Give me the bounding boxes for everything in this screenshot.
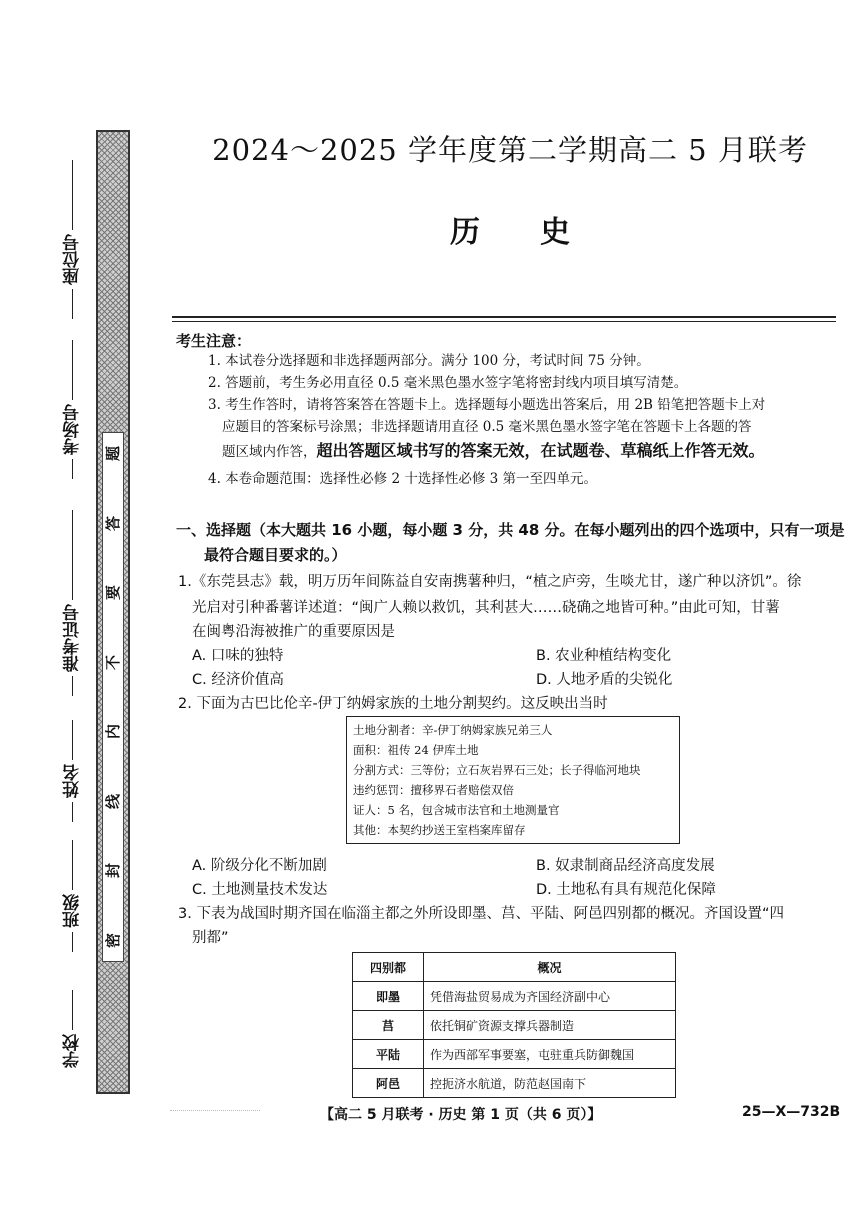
q2-option-d[interactable]: D. 土地私有具有规范化保障 <box>536 882 716 898</box>
table-header: 概况 <box>424 953 676 982</box>
seal-char: 内 <box>104 724 123 740</box>
four-capitals-table <box>352 952 676 1098</box>
name-label: 姓名 <box>62 764 83 798</box>
table-row <box>353 982 676 1011</box>
table-cell: 阿邑 <box>353 1069 424 1098</box>
notice-item: 1. 本试卷分选择题和非选择题两部分。满分 100 分，考试时间 75 分钟。 <box>208 353 650 369</box>
table-cell: 控扼济水航道，防范赵国南下 <box>424 1069 676 1098</box>
table-header: 四别都 <box>353 953 424 982</box>
seal-char: 题 <box>104 445 123 462</box>
q1-option-c[interactable]: C. 经济价值高 <box>192 672 284 688</box>
notice-emphasis: 超出答题区域书写的答案无效，在试题卷、草稿纸上作答无效。 <box>316 441 765 460</box>
seal-text-box <box>102 432 124 962</box>
section-heading: 一、选择题（本大题共 16 小题，每小题 3 分，共 48 分。在每小题列出的四个选项中，只有一项是 <box>176 521 845 539</box>
table-row <box>353 1040 676 1069</box>
fill-line <box>72 932 73 952</box>
question-1-text: 1.《东莞县志》载，明万历年间陈益自安南携薯种归，“植之庐旁，生啖尤甘，遂广种以济饥”。徐 <box>178 574 802 590</box>
seal-char: 封 <box>104 863 123 879</box>
fill-line <box>72 676 73 696</box>
q1-option-d[interactable]: D. 人地矛盾的尖锐化 <box>536 672 673 688</box>
notice-heading: 考生注意： <box>176 332 252 350</box>
q2-option-b[interactable]: B. 奴隶制商品经济高度发展 <box>536 858 715 874</box>
contract-line: 证人：5 名，包含城市法官和土地测量官 <box>353 803 560 817</box>
fill-line <box>72 340 73 400</box>
question-1-text: 在闽粤沿海被推广的重要原因是 <box>192 624 395 640</box>
fill-line <box>72 802 73 822</box>
q2-option-c[interactable]: C. 土地测量技术发达 <box>192 882 328 898</box>
class-label: 班级 <box>62 894 83 928</box>
seal-char: 要 <box>104 585 123 601</box>
notice-item: 4. 本卷命题范围：选择性必修 2 十选择性必修 3 第一至四单元。 <box>208 471 598 487</box>
seal-strip <box>96 130 130 1094</box>
scan-smudge <box>170 1110 260 1115</box>
contract-line: 其他：本契约抄送王室档案库留存 <box>353 823 526 837</box>
notice-item: 2. 答题前，考生务必用直径 0.5 毫米黑色墨水签字笔将密封线内项目填写清楚。 <box>208 375 688 391</box>
divider <box>172 316 836 318</box>
notice-item: 3. 考生作答时，请将答案答在答题卡上。选择题每小题选出答案后，用 2B 铅笔把答题卡上对 <box>208 397 766 413</box>
section-heading-cont: 最符合题目要求的。） <box>204 546 347 564</box>
fill-line <box>72 720 73 760</box>
question-3-text: 3. 下表为战国时期齐国在临淄主都之外所设即墨、莒、平陆、阿邑四别都的概况。齐国设置“四 <box>178 906 784 922</box>
land-contract-box <box>346 716 680 844</box>
divider <box>172 321 836 322</box>
table-cell: 即墨 <box>353 982 424 1011</box>
class-field <box>52 840 92 970</box>
q1-option-b[interactable]: B. 农业种植结构变化 <box>536 648 672 664</box>
seal-char: 答 <box>104 515 123 531</box>
question-2-text: 2. 下面为古巴比伦辛-伊丁纳姆家族的土地分割契约。这反映出当时 <box>178 696 608 712</box>
table-cell: 莒 <box>353 1011 424 1040</box>
question-1-text: 光启对引种番薯详述道：“闽广人赖以救饥，其利甚大……硗确之地皆可种。”由此可知，甘薯 <box>192 600 780 616</box>
seal-char: 线 <box>104 793 123 809</box>
notice-item: 应题目的答案标号涂黑；非选择题请用直径 0.5 毫米黑色墨水签字笔在答题卡上各题的答 <box>222 419 752 435</box>
fill-line <box>72 459 73 479</box>
fill-line <box>72 510 73 600</box>
table-row <box>353 1011 676 1040</box>
exam-room-label: 考场号 <box>62 404 83 455</box>
q1-option-a[interactable]: A. 口味的独特 <box>192 648 284 664</box>
notice-text: 题区域内作答， <box>222 444 317 460</box>
paper-code: 25—X—732B <box>742 1104 841 1120</box>
table-cell: 平陆 <box>353 1040 424 1069</box>
fill-line <box>72 990 73 1030</box>
exam-room-field <box>52 340 92 490</box>
table-row <box>353 1069 676 1098</box>
contract-line: 土地分割者：辛-伊丁纳姆家族兄弟三人 <box>353 723 553 737</box>
seat-number-field <box>52 160 92 330</box>
school-field <box>52 990 92 1090</box>
admission-number-label: 准考证号 <box>62 604 83 672</box>
page-footer: 【高二 5 月联考 · 历史 第 1 页（共 6 页）】 <box>320 1107 602 1123</box>
fill-line <box>72 289 73 319</box>
table-header-row <box>353 953 676 982</box>
table-cell: 作为西部军事要塞，屯驻重兵防御魏国 <box>424 1040 676 1069</box>
name-field <box>52 720 92 830</box>
fill-line <box>72 840 73 890</box>
contract-line: 分割方式：三等份；立石灰岩界石三处；长子得临河地块 <box>353 763 641 777</box>
school-label: 学校 <box>62 1034 83 1068</box>
question-3-text: 别都” <box>192 930 229 946</box>
contract-line: 面积：祖传 24 伊库土地 <box>353 743 479 757</box>
subject-title: 历史 <box>450 215 630 250</box>
seal-char: 不 <box>104 654 123 670</box>
fill-line <box>72 160 73 230</box>
contract-line: 违约惩罚：擅移界石者赔偿双倍 <box>353 783 514 797</box>
table-cell: 依托铜矿资源支撑兵器制造 <box>424 1011 676 1040</box>
notice-item <box>222 440 765 463</box>
seat-number-label: 座位号 <box>62 234 83 285</box>
admission-number-field <box>52 510 92 700</box>
exam-title: 2024～2025 学年度第二学期高二 5 月联考 <box>212 133 808 167</box>
table-cell: 凭借海盐贸易成为齐国经济副中心 <box>424 982 676 1011</box>
seal-char: 密 <box>104 932 123 948</box>
q2-option-a[interactable]: A. 阶级分化不断加剧 <box>192 858 327 874</box>
